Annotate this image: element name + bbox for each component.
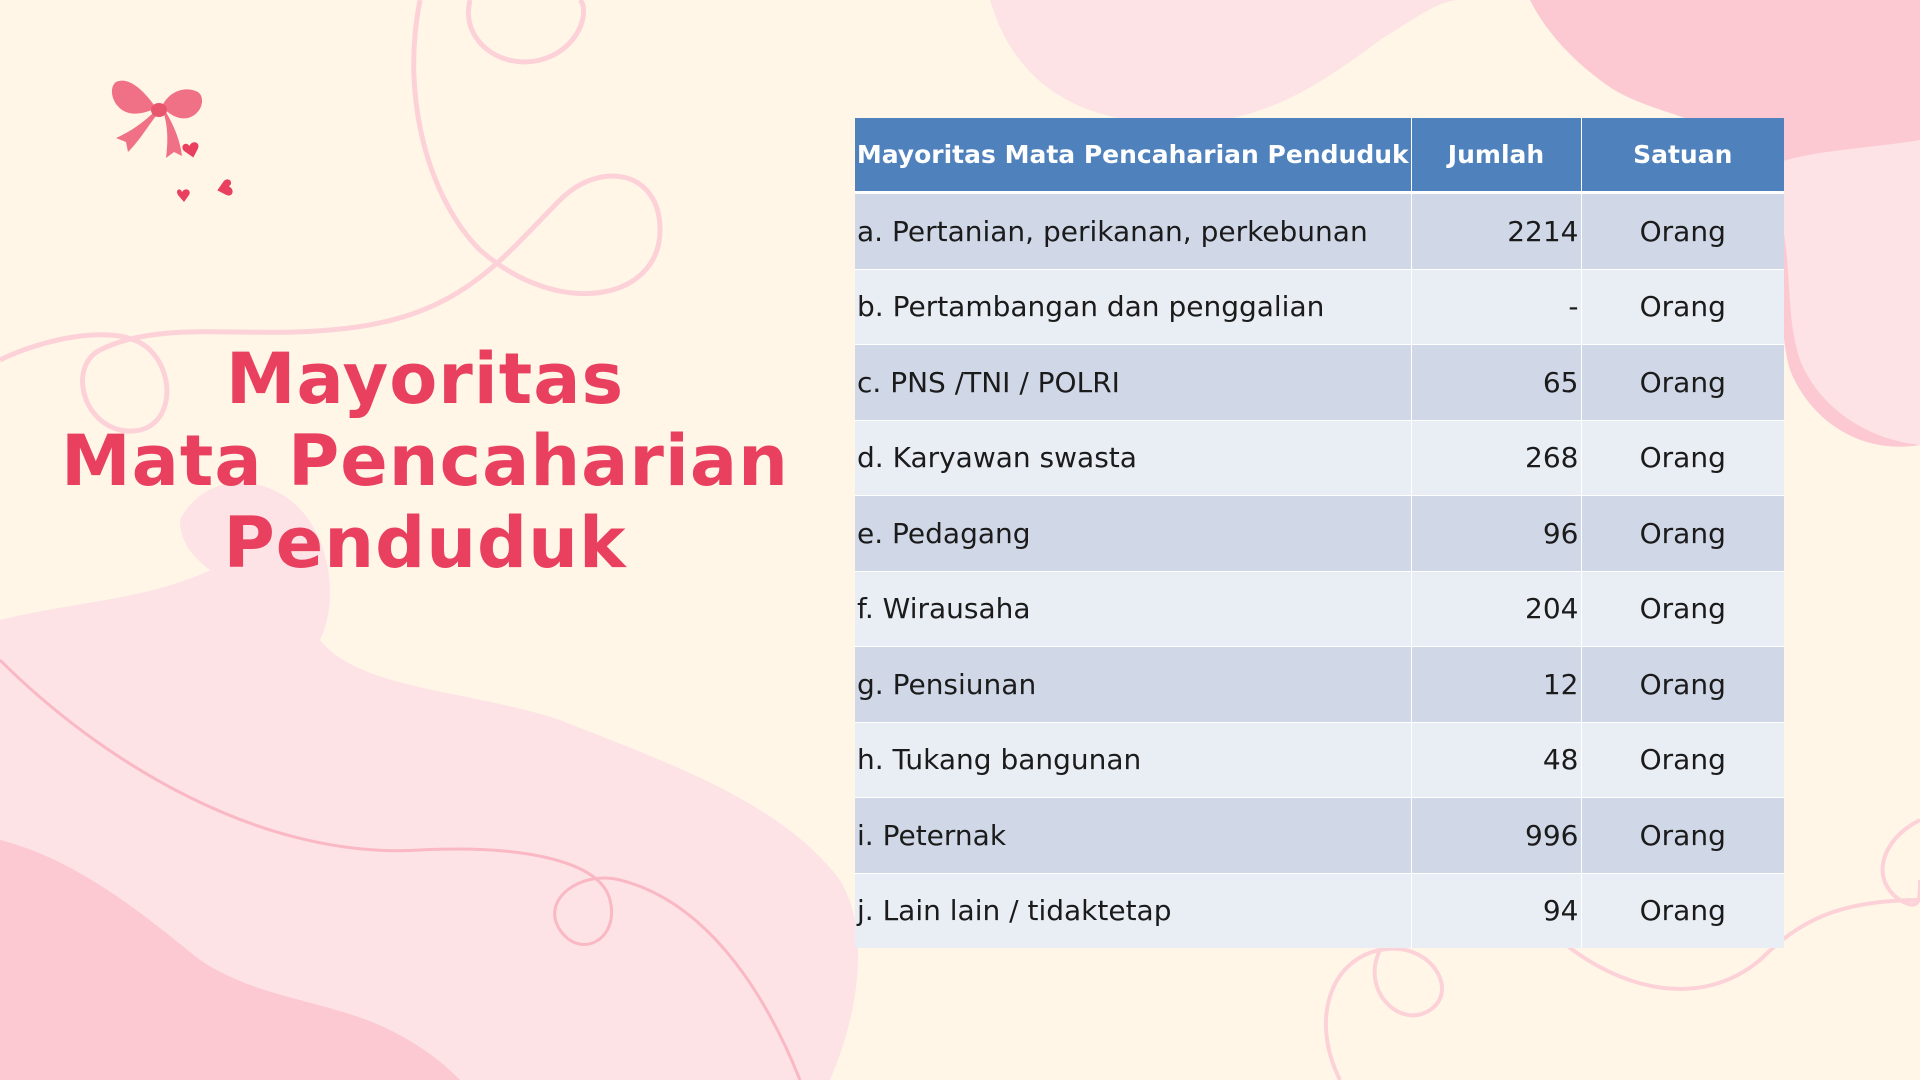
row-unit: Orang	[1581, 269, 1784, 345]
row-unit: Orang	[1581, 798, 1784, 874]
small-hearts-icon	[170, 140, 240, 215]
row-count: 12	[1411, 647, 1581, 723]
row-label: h. Tukang bangunan	[855, 722, 1411, 798]
row-unit: Orang	[1581, 496, 1784, 572]
row-count: 996	[1411, 798, 1581, 874]
row-count: -	[1411, 269, 1581, 345]
row-unit: Orang	[1581, 647, 1784, 723]
table-row	[855, 193, 1784, 270]
table-row	[855, 647, 1784, 723]
row-count: 94	[1411, 873, 1581, 948]
livelihood-table	[855, 118, 1784, 948]
row-unit: Orang	[1581, 193, 1784, 270]
row-unit: Orang	[1581, 571, 1784, 647]
row-label: b. Pertambangan dan penggalian	[855, 269, 1411, 345]
row-label: j. Lain lain / tidaktetap	[855, 873, 1411, 948]
row-label: i. Peternak	[855, 798, 1411, 874]
row-label: e. Pedagang	[855, 496, 1411, 572]
title-line-3: Penduduk	[223, 502, 627, 584]
title-line-1: Mayoritas	[225, 338, 625, 420]
top-right-blob-light	[990, 0, 1460, 123]
curl-line-top	[468, 0, 583, 62]
row-label: d. Karyawan swasta	[855, 420, 1411, 496]
row-label: g. Pensiunan	[855, 647, 1411, 723]
table-row	[855, 420, 1784, 496]
row-count: 96	[1411, 496, 1581, 572]
row-count: 268	[1411, 420, 1581, 496]
header-count: Jumlah	[1411, 118, 1581, 193]
row-unit: Orang	[1581, 345, 1784, 421]
table-row	[855, 873, 1784, 948]
row-unit: Orang	[1581, 873, 1784, 948]
row-count: 2214	[1411, 193, 1581, 270]
row-unit: Orang	[1581, 722, 1784, 798]
livelihood-table-container	[855, 118, 1784, 948]
page-title	[60, 338, 790, 584]
row-label: c. PNS /TNI / POLRI	[855, 345, 1411, 421]
curl-line-right	[1883, 820, 1920, 905]
table-row	[855, 798, 1784, 874]
header-occupation: Mayoritas Mata Pencaharian Penduduk	[855, 118, 1411, 193]
header-unit: Satuan	[1581, 118, 1784, 193]
table-row	[855, 496, 1784, 572]
row-unit: Orang	[1581, 420, 1784, 496]
table-header-row	[855, 118, 1784, 193]
table-row	[855, 722, 1784, 798]
row-label: f. Wirausaha	[855, 571, 1411, 647]
row-count: 65	[1411, 345, 1581, 421]
row-count: 204	[1411, 571, 1581, 647]
table-row	[855, 571, 1784, 647]
table-row	[855, 269, 1784, 345]
title-line-2: Mata Pencaharian	[61, 420, 789, 502]
table-row	[855, 345, 1784, 421]
row-label: a. Pertanian, perikanan, perkebunan	[855, 193, 1411, 270]
row-count: 48	[1411, 722, 1581, 798]
